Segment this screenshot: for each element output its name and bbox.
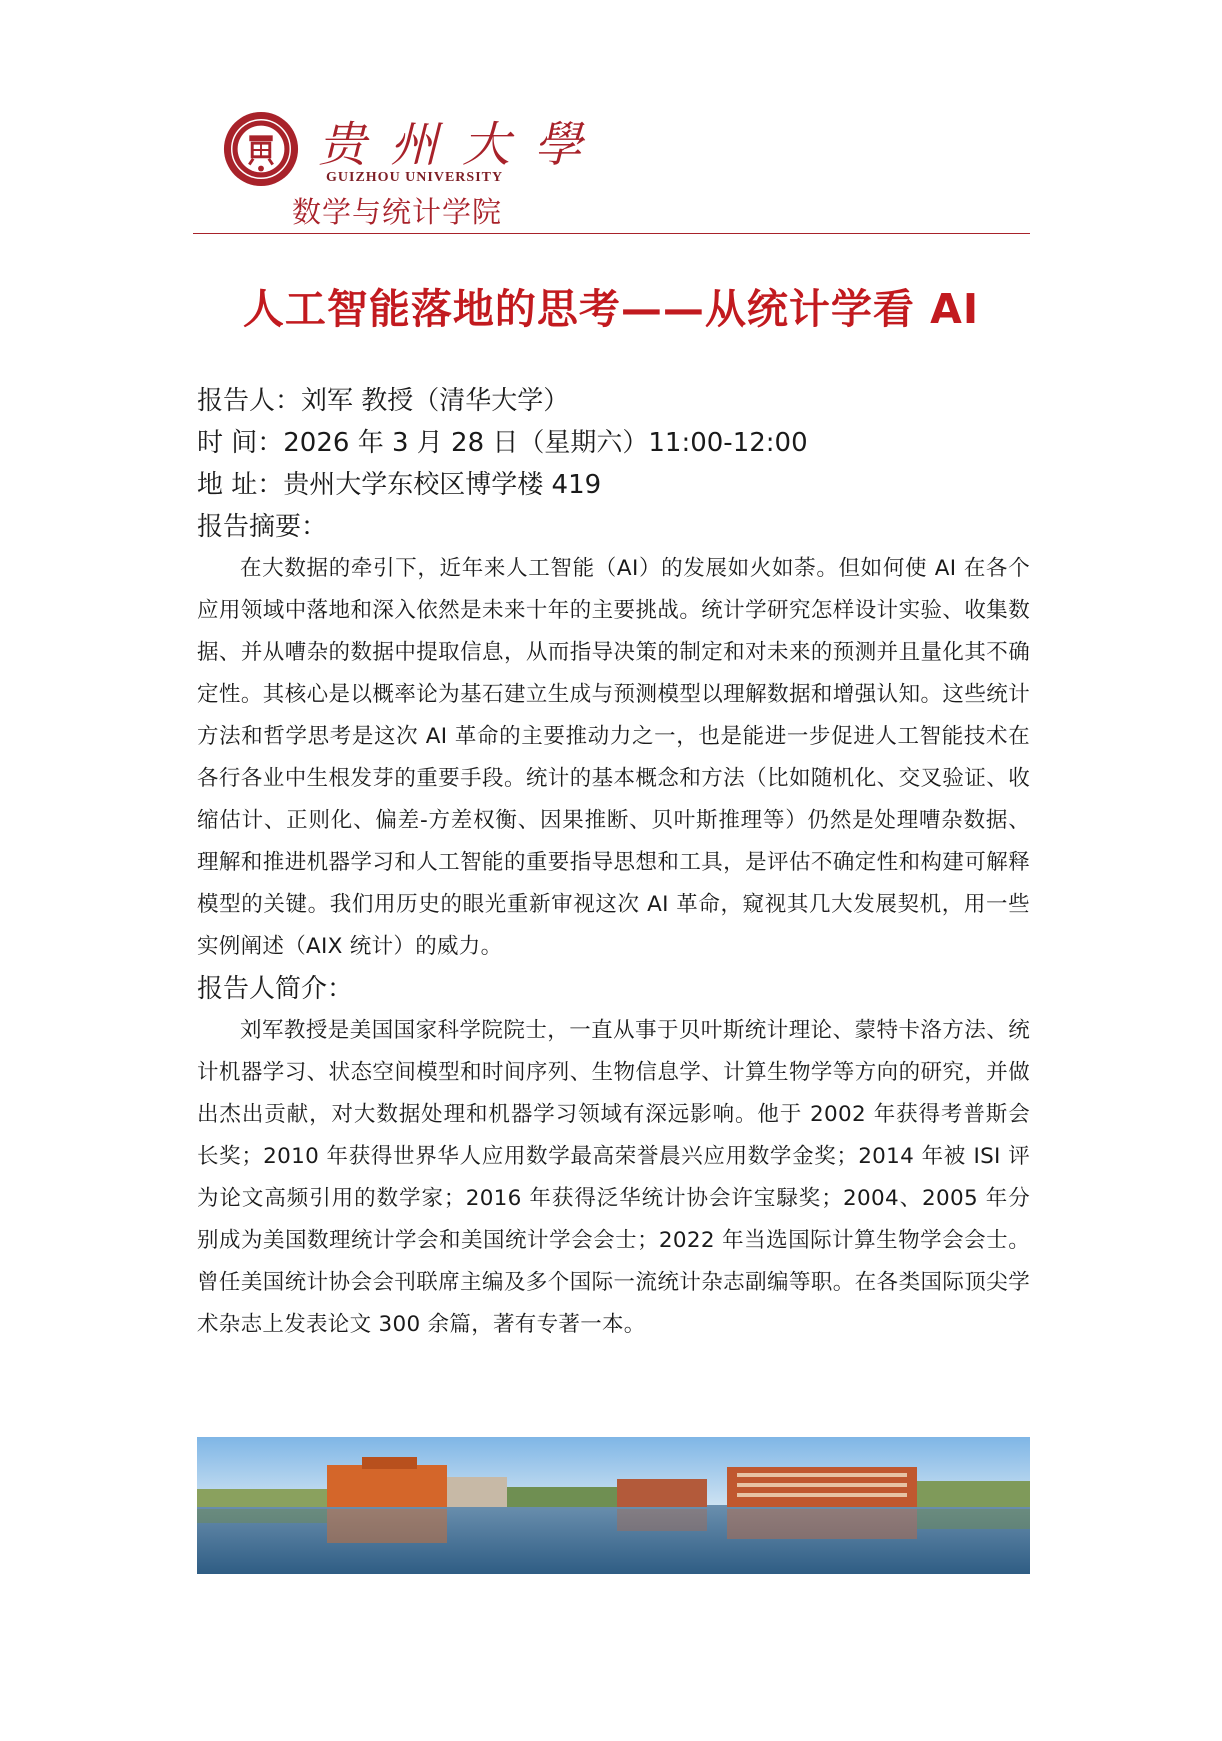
speaker-line — [197, 380, 1030, 422]
campus-photo — [197, 1437, 1030, 1574]
time-value: 2026 年 3 月 28 日（星期六）11:00-12:00 — [283, 428, 808, 458]
university-header — [220, 100, 640, 240]
bio-heading: 报告人简介： — [197, 974, 354, 1004]
announcement-body — [197, 380, 1030, 1346]
page-title: 人工智能落地的思考——从统计学看 AI — [242, 285, 980, 333]
location-value: 贵州大学东校区博学楼 419 — [283, 470, 602, 500]
college-name: 数学与统计学院 — [292, 195, 503, 229]
time-line — [197, 422, 1030, 464]
header-divider — [193, 233, 1030, 234]
location-label: 地 址： — [197, 470, 284, 500]
time-label: 时 间： — [197, 428, 284, 458]
university-name-cn: 贵州大學 — [318, 117, 607, 173]
speaker-value: 刘军 教授（清华大学） — [301, 386, 570, 416]
campus-illustration — [197, 1437, 1030, 1574]
bio-paragraph: 刘军教授是美国国家科学院院士，一直从事于贝叶斯统计理论、蒙特卡洛方法、统计机器学习、状态空间模型和时间序列、生物信息学、计算生物学等方向的研究，并做出杰出贡献，对大数据处理和机器学习领域有深远影响。他于 2002 年获得考普斯会长奖；2010 年获得世界华人应用数学最高荣誉晨兴应用数学金奖；2014 年被 ISI 评为论文高频引用的数学家；2016 年获得泛华统计协会许宝騄奖；2004、2005 年分别成为美国数理统计学会和美国统计学会会士；2022 年当选国际计算生物学会会士。曾任美国统计协会会刊联席主编及多个国际一流统计杂志副编等职。在各类国际顶尖学术杂志上发表论文 300 余篇，著有专著一本。 — [197, 1018, 1030, 1337]
abstract-heading: 报告摘要： — [197, 512, 328, 542]
speaker-label: 报告人： — [197, 386, 302, 416]
university-name-en: GUIZHOU UNIVERSITY — [326, 170, 504, 185]
abstract-paragraph: 在大数据的牵引下，近年来人工智能（AI）的发展如火如荼。但如何使 AI 在各个应用领域中落地和深入依然是未来十年的主要挑战。统计学研究怎样设计实验、收集数据、并从嘈杂的数据中提取信息，从而指导决策的制定和对未来的预测并且量化其不确定性。其核心是以概率论为基石建立生成与预测模型以理解数据和增强认知。这些统计方法和哲学思考是这次 AI 革命的主要推动力之一，也是能进一步促进人工智能技术在各行各业中生根发芽的重要手段。统计的基本概念和方法（比如随机化、交叉验证、收缩估计、正则化、偏差-方差权衡、因果推断、贝叶斯推理等）仍然是处理嘈杂数据、理解和推进机器学习和人工智能的重要指导思想和工具，是评估不确定性和构建可解释模型的关键。我们用历史的眼光重新审视这次 AI 革命，窥视其几大发展契机，用一些实例阐述（AIX 统计）的威力。 — [197, 556, 1030, 959]
university-seal-icon — [222, 110, 300, 188]
location-line — [197, 464, 1030, 506]
